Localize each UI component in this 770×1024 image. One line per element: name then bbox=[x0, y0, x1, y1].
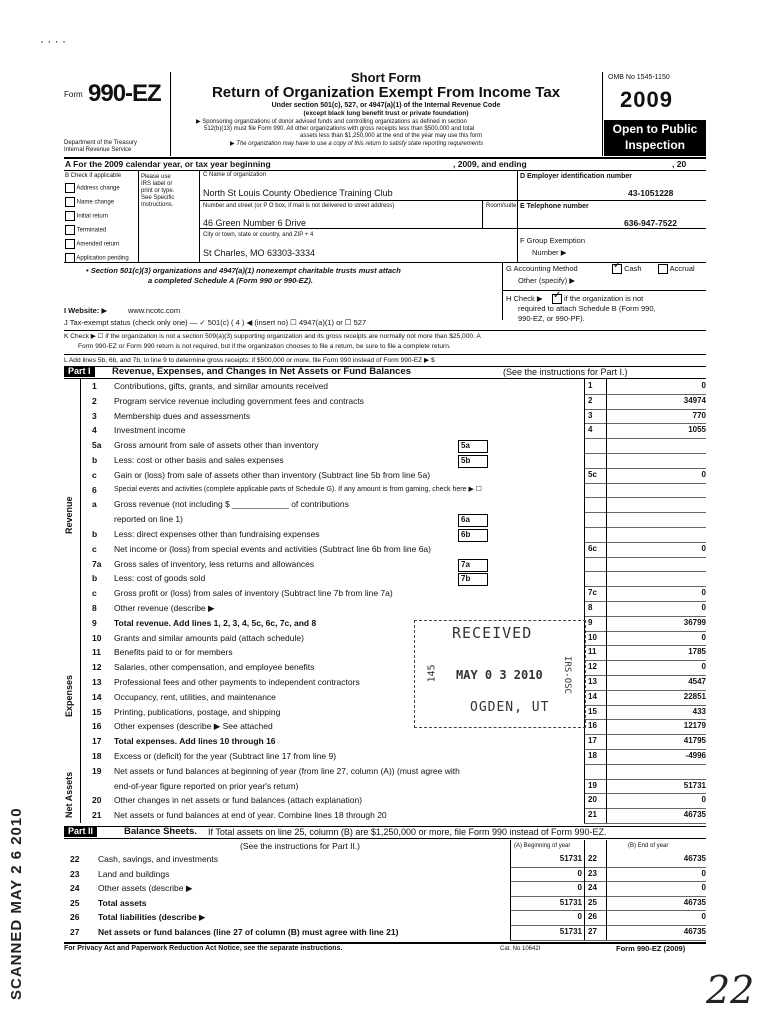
line-number: 26 bbox=[70, 912, 80, 923]
line-number: 23 bbox=[70, 868, 80, 879]
line-number: a bbox=[92, 499, 97, 510]
line-amount[interactable]: 0 bbox=[701, 603, 706, 612]
line-description: Gross sales of inventory, less returns and allowances bbox=[114, 558, 315, 569]
line-description: Professional fees and other payments to independent contractors bbox=[114, 677, 360, 687]
part-2-line bbox=[0, 896, 770, 911]
part-2-title: Balance Sheets. bbox=[124, 826, 197, 837]
inner-box-label: 7b bbox=[458, 573, 488, 586]
line-amount[interactable]: 0 bbox=[701, 588, 706, 598]
part-2-sub: (See the instructions for Part II.) bbox=[240, 841, 360, 851]
group-exemption-number: Number ▶ bbox=[532, 248, 567, 257]
box-label: 23 bbox=[588, 868, 597, 878]
line-description: Other changes in net assets or fund balances (attach explanation) bbox=[114, 795, 363, 806]
line-description: Cash, savings, and investments bbox=[98, 854, 219, 864]
line-description: Salaries, other compensation, and employee benefits bbox=[114, 662, 315, 673]
phone-label: E Telephone number bbox=[520, 203, 589, 210]
line-number: 20 bbox=[92, 795, 102, 806]
line-description: Net assets or fund balances (line 27 of column (B) must agree with line 21) bbox=[98, 927, 399, 937]
line-description: Other assets (describe ▶ bbox=[98, 883, 193, 894]
column-rule bbox=[606, 840, 607, 940]
check-initial-return[interactable]: Initial return bbox=[65, 211, 129, 221]
end-of-year-amount[interactable]: 0 bbox=[701, 868, 706, 878]
line-amount[interactable]: 36799 bbox=[683, 617, 706, 627]
line-number: 25 bbox=[70, 897, 80, 908]
line-number: 1 bbox=[92, 381, 97, 391]
line-description: Net assets or fund balances at beginning of year (from line 27, column (A)) (must agree with bbox=[114, 765, 460, 776]
side-label-expenses: Expenses bbox=[64, 674, 74, 717]
line-description: Less: direct expenses other than fundraising expenses bbox=[114, 529, 320, 539]
line-number: 18 bbox=[92, 751, 102, 761]
line-number: 3 bbox=[92, 410, 97, 421]
col-b-header: (B) End of year bbox=[628, 843, 669, 849]
box-label: 8 bbox=[588, 603, 593, 612]
box-label: 15 bbox=[588, 706, 597, 716]
street-label: Number and street (or P O box, if mail is not delivered to street address) bbox=[203, 203, 395, 209]
part-1-line bbox=[0, 601, 770, 616]
part-1-line bbox=[0, 808, 770, 823]
note-4: ▶ The organization may have to use a copy of this return to satisfy state reporting requirements bbox=[230, 141, 484, 147]
box-label: 18 bbox=[588, 751, 597, 760]
line-description: Program service revenue including government fees and contracts bbox=[114, 395, 364, 406]
form-title: Return of Organization Exempt From Income Tax bbox=[211, 84, 561, 101]
box-label: 21 bbox=[588, 810, 597, 820]
box-label: 7c bbox=[588, 588, 597, 598]
box-label: 5c bbox=[588, 469, 597, 479]
box-label: 13 bbox=[588, 677, 597, 686]
check-h-text-3: 990-EZ, or 990-PF). bbox=[518, 314, 585, 323]
open-public-label: Open to Public bbox=[612, 122, 698, 136]
line-amount[interactable]: 41795 bbox=[683, 736, 706, 746]
part-1-line bbox=[0, 497, 770, 512]
line-description: Investment income bbox=[114, 425, 186, 436]
stamp-irs: IRS-OSC bbox=[561, 656, 572, 694]
check-h-text-2: required to attach Schedule B (Form 990, bbox=[518, 304, 656, 313]
line-number: c bbox=[92, 469, 97, 480]
website-label: I Website: ▶ bbox=[64, 306, 108, 315]
line-number: c bbox=[92, 543, 97, 554]
col-a-header: (A) Beginning of year bbox=[514, 843, 571, 849]
box-label: 24 bbox=[588, 883, 597, 893]
line-number: 11 bbox=[92, 647, 101, 658]
part-1-line bbox=[0, 453, 770, 468]
box-label: 14 bbox=[588, 691, 597, 701]
other-method: Other (specify) ▶ bbox=[518, 276, 576, 285]
part-1-line bbox=[0, 438, 770, 453]
line-description: Gain or (loss) from sale of assets other than inventory (Subtract line 5b from line 5a) bbox=[114, 469, 431, 480]
row-a-end: , 20 bbox=[672, 159, 687, 169]
end-of-year-amount[interactable]: 0 bbox=[701, 883, 706, 893]
line-amount[interactable]: 1055 bbox=[688, 425, 706, 435]
box-label: 27 bbox=[588, 927, 597, 936]
line-amount[interactable]: 433 bbox=[692, 706, 706, 716]
inner-box-label: 5b bbox=[458, 455, 488, 468]
part-2-tag: Part II bbox=[64, 826, 97, 837]
room-label: Room/suite bbox=[486, 203, 517, 209]
box-label: 20 bbox=[588, 795, 597, 805]
line-amount[interactable]: 0 bbox=[701, 662, 706, 672]
check-list bbox=[65, 183, 129, 263]
end-of-year-amount[interactable]: 0 bbox=[701, 912, 706, 922]
note-2: 512(b)(13) must file Form 990. All other organizations with gross receipts less than $500,000 and total bbox=[204, 126, 475, 132]
box-label: 22 bbox=[588, 854, 597, 863]
part-1-line bbox=[0, 468, 770, 483]
beginning-of-year-amount[interactable]: 0 bbox=[577, 868, 582, 878]
line-number: 17 bbox=[92, 736, 102, 747]
box-label: 2 bbox=[588, 395, 593, 405]
line-amount[interactable]: 51731 bbox=[683, 780, 706, 790]
ein-value: 43-1051228 bbox=[628, 188, 674, 198]
line-number: 15 bbox=[92, 706, 102, 717]
line-description: Gross amount from sale of assets other than inventory bbox=[114, 440, 319, 451]
column-rule bbox=[584, 840, 585, 940]
column-rule bbox=[510, 840, 511, 940]
line-amount[interactable]: -4996 bbox=[685, 751, 706, 760]
row-b-label: B Check if applicable bbox=[65, 173, 122, 179]
part-1-title-suffix: (See the instructions for Part I.) bbox=[503, 367, 628, 377]
form-subtitle-1: Under section 501(c), 527, or 4947(a)(1) of the Internal Revenue Code bbox=[271, 102, 501, 109]
part-1-line bbox=[0, 660, 770, 675]
row-a-label: A For the 2009 calendar year, or tax year beginning bbox=[65, 159, 271, 169]
part-1-line bbox=[0, 527, 770, 542]
part-1-line bbox=[0, 616, 770, 631]
check-h-box[interactable]: ✓ bbox=[552, 294, 562, 304]
row-a-mid: , 2009, and ending bbox=[453, 159, 527, 169]
line-description: Gross profit or (loss) from sales of inventory (Subtract line 7b from line 7a) bbox=[114, 588, 393, 599]
line-description: Land and buildings bbox=[98, 868, 170, 879]
check-application-pending[interactable]: Application pending bbox=[65, 253, 129, 263]
website-value[interactable]: www.ncotc.com bbox=[128, 306, 181, 315]
city-state-zip: St Charles, MO 63303-3334 bbox=[203, 248, 316, 258]
line-description: Special events and activities (complete applicable parts of Schedule G). If any amount is from gaming, check here ▶ ☐ bbox=[114, 485, 483, 493]
box-label: 3 bbox=[588, 410, 593, 420]
ein-label: D Employer identification number bbox=[520, 173, 633, 180]
box-label: 26 bbox=[588, 912, 597, 922]
row-l: L Add lines 5b, 6b, and 7b, to line 9 to determine gross receipts; if $500,000 or more, file Form 990 instead of Form 990-EZ ▶ $ bbox=[64, 357, 435, 364]
end-of-year-amount[interactable]: 46735 bbox=[683, 927, 706, 936]
line-number: 19 bbox=[92, 765, 102, 776]
form-footer: Form 990-EZ (2009) bbox=[616, 944, 686, 953]
inner-box-label: 7a bbox=[458, 559, 488, 572]
part-1-line bbox=[0, 690, 770, 705]
check-h-text-1: if the organization is not bbox=[564, 294, 644, 303]
line-number: 16 bbox=[92, 721, 102, 732]
line-number: c bbox=[92, 588, 97, 599]
accrual-checkbox[interactable]: Accrual bbox=[658, 264, 695, 274]
cat-number: Cat. No 10642I bbox=[500, 946, 541, 952]
scan-marks: · · · · bbox=[40, 34, 66, 48]
line-amount[interactable]: 0 bbox=[701, 632, 706, 642]
inspection-label: Inspection bbox=[624, 138, 685, 152]
box-label: 19 bbox=[588, 780, 597, 790]
form-subtitle-2: (except black lung benefit trust or private foundation) bbox=[303, 110, 469, 117]
line-description: Net assets or fund balances at end of year. Combine lines 18 through 20 bbox=[114, 810, 387, 821]
line-number: 9 bbox=[92, 617, 97, 628]
box-label: 12 bbox=[588, 662, 597, 672]
line-description: Excess or (deficit) for the year (Subtract line 17 from line 9) bbox=[114, 751, 337, 761]
section-501-note-2: a completed Schedule A (Form 990 or 990-EZ). bbox=[148, 276, 313, 285]
dept-line1: Department of the Treasury bbox=[64, 140, 138, 146]
line-amount[interactable]: 1785 bbox=[688, 647, 706, 657]
line-number: 10 bbox=[92, 632, 102, 643]
accounting-method-label: G Accounting Method bbox=[506, 264, 578, 273]
part-1-line bbox=[0, 779, 770, 794]
city-label: City or town, state or country, and ZIP + 4 bbox=[203, 232, 314, 238]
part-2-title-rest: If Total assets on line 25, column (B) are $1,250,000 or more, file Form 990 instead of Form 990-EZ. bbox=[208, 827, 607, 837]
rule bbox=[584, 823, 706, 824]
line-number: 14 bbox=[92, 691, 102, 702]
beginning-of-year-amount[interactable]: 51731 bbox=[559, 927, 582, 936]
column-rule bbox=[584, 379, 585, 823]
line-description: Less: cost of goods sold bbox=[114, 573, 206, 584]
part-1-title: Revenue, Expenses, and Changes in Net Assets or Fund Balances bbox=[112, 366, 411, 377]
part-1-line bbox=[0, 571, 770, 586]
line-number: 4 bbox=[92, 425, 97, 436]
box-label: 9 bbox=[588, 617, 593, 627]
part-2-line bbox=[0, 852, 770, 867]
part-1-line bbox=[0, 793, 770, 808]
check-terminated[interactable]: Terminated bbox=[65, 225, 129, 235]
row-k-line-2: Form 990-EZ or Form 990 return is not required, but if the organization chooses to file a return, be sure to file a complete return. bbox=[78, 343, 451, 350]
line-description: Other expenses (describe ▶ See attached bbox=[114, 721, 273, 732]
part-1-line bbox=[0, 379, 770, 394]
line-number: 6 bbox=[92, 484, 97, 495]
inner-box-label: 5a bbox=[458, 440, 488, 453]
line-number: 24 bbox=[70, 883, 80, 894]
org-name-label: C Name of organization bbox=[203, 172, 267, 178]
line-number: 5a bbox=[92, 440, 102, 451]
line-description: Gross revenue (not including $ ____________ of contributions bbox=[114, 499, 349, 510]
line-amount[interactable]: 34974 bbox=[683, 395, 706, 405]
line-description: Contributions, gifts, grants, and similar amounts received bbox=[114, 381, 329, 391]
line-description: Printing, publications, postage, and shipping bbox=[114, 706, 281, 717]
please-use-label: Please use IRS label or print or type. See Specific Instructions. bbox=[141, 174, 175, 208]
line-description: Less: cost or other basis and sales expenses bbox=[114, 455, 284, 465]
box-label: 10 bbox=[588, 632, 597, 642]
line-description: Benefits paid to or for members bbox=[114, 647, 233, 658]
line-number: 8 bbox=[92, 603, 97, 613]
street-address: 46 Green Number 6 Drive bbox=[203, 218, 307, 228]
part-2-line bbox=[0, 925, 770, 940]
end-of-year-amount[interactable]: 46735 bbox=[683, 897, 706, 907]
line-number: 13 bbox=[92, 677, 102, 687]
section-501-note-1: • Section 501(c)(3) organizations and 4947(a)(1) nonexempt charitable trusts must attach bbox=[86, 266, 401, 275]
dept-line2: Internal Revenue Service bbox=[64, 147, 132, 153]
received-date: MAY 0 3 2010 bbox=[456, 668, 543, 682]
side-rule bbox=[80, 379, 81, 823]
line-number: 2 bbox=[92, 395, 97, 406]
line-amount[interactable]: 0 bbox=[701, 795, 706, 805]
part-2-line bbox=[0, 881, 770, 896]
box-label: 16 bbox=[588, 721, 597, 731]
beginning-of-year-amount[interactable]: 51731 bbox=[559, 854, 582, 863]
part-1-line bbox=[0, 586, 770, 601]
part-1-line bbox=[0, 409, 770, 424]
row-k-line-1: K Check ▶ ☐ if the organization is not a section 509(a)(3) supporting organization and its gross receipts are normally not more than $25,000. A bbox=[64, 333, 481, 340]
scanned-stamp: SCANNED MAY 2 6 2010 bbox=[8, 807, 25, 1000]
beginning-of-year-amount[interactable]: 51731 bbox=[559, 897, 582, 907]
line-description: end-of-year figure reported on prior year's return) bbox=[114, 780, 299, 791]
line-description: Other revenue (describe ▶ bbox=[114, 603, 215, 613]
group-exemption-label: F Group Exemption bbox=[520, 236, 586, 245]
handwritten-page-number: 22 bbox=[706, 968, 755, 1012]
line-number: b bbox=[92, 573, 98, 584]
privacy-notice: For Privacy Act and Paperwork Reduction Act Notice, see the separate instructions. bbox=[64, 945, 343, 952]
note-1: ▶ Sponsoring organizations of donor advised funds and controlling organizations as defined in section bbox=[196, 119, 467, 125]
box-label: 6c bbox=[588, 543, 597, 553]
part-1-line bbox=[0, 394, 770, 409]
beginning-of-year-amount[interactable]: 0 bbox=[577, 912, 582, 922]
part-1-line bbox=[0, 645, 770, 660]
line-amount[interactable]: 0 bbox=[701, 543, 706, 553]
line-amount[interactable]: 770 bbox=[692, 410, 706, 420]
check-name-change[interactable]: Name change bbox=[65, 197, 129, 207]
part-2-line bbox=[0, 910, 770, 925]
column-rule bbox=[606, 379, 607, 823]
received-ogden: OGDEN, UT bbox=[470, 700, 550, 715]
line-amount[interactable]: 0 bbox=[701, 469, 706, 479]
part-1-line bbox=[0, 483, 770, 498]
line-number: b bbox=[92, 529, 98, 539]
box-label: 17 bbox=[588, 736, 597, 746]
end-of-year-amount[interactable]: 46735 bbox=[683, 854, 706, 863]
side-label-revenue: Revenue bbox=[64, 496, 74, 534]
line-amount[interactable]: 0 bbox=[701, 381, 706, 390]
part-1-line bbox=[0, 423, 770, 438]
line-number: 12 bbox=[92, 662, 102, 673]
beginning-of-year-amount[interactable]: 0 bbox=[577, 883, 582, 893]
part-1-line bbox=[0, 719, 770, 734]
box-label: 11 bbox=[588, 647, 597, 657]
note-3: assets less than $1,250,000 at the end of the year may use this form bbox=[300, 133, 483, 139]
check-address-change[interactable]: Address change bbox=[65, 183, 129, 193]
line-description: Total assets bbox=[98, 897, 147, 908]
short-form-label: Short Form bbox=[350, 70, 422, 85]
part-1-line bbox=[0, 675, 770, 690]
line-amount[interactable]: 4547 bbox=[688, 677, 706, 686]
part-1-line bbox=[0, 734, 770, 749]
tax-exempt-status: J Tax-exempt status (check only one) — ✓ 501(c) ( 4 ) ◀ (insert no) ☐ 4947(a)(1) or ☐ 527 bbox=[64, 318, 367, 327]
line-number: b bbox=[92, 455, 98, 465]
box-label: 25 bbox=[588, 897, 597, 907]
stamp-code: 145 bbox=[426, 664, 438, 683]
tax-year: 2009 bbox=[620, 87, 673, 112]
omb-number: OMB No 1545-1150 bbox=[608, 74, 670, 81]
line-amount[interactable]: 22851 bbox=[683, 691, 706, 701]
line-description: Total revenue. Add lines 1, 2, 3, 4, 5c, 6c, 7c, and 8 bbox=[114, 617, 317, 628]
part-1-tag: Part I bbox=[64, 366, 95, 377]
part-1-line bbox=[0, 705, 770, 720]
box-label: 4 bbox=[588, 425, 593, 435]
part-1-line bbox=[0, 749, 770, 764]
box-label: 1 bbox=[588, 381, 593, 390]
part-2-line bbox=[0, 867, 770, 882]
cash-checkbox[interactable]: ✓ Cash bbox=[613, 260, 642, 273]
line-description: Occupancy, rent, utilities, and maintenance bbox=[114, 691, 276, 702]
received-text: RECEIVED bbox=[452, 624, 533, 642]
inner-box-label: 6a bbox=[458, 514, 488, 527]
org-name: North St Louis County Obedience Training Club bbox=[203, 188, 393, 198]
line-description: Grants and similar amounts paid (attach schedule) bbox=[114, 632, 304, 643]
side-label-net-assets: Net Assets bbox=[64, 771, 74, 818]
form-label: Form bbox=[64, 90, 83, 99]
line-description: Total liabilities (describe ▶ bbox=[98, 912, 206, 923]
line-number: 27 bbox=[70, 927, 80, 937]
line-description: Net income or (loss) from special events and activities (Subtract line 6b from line 6a) bbox=[114, 543, 431, 554]
part-1-line bbox=[0, 512, 770, 527]
part-1-line bbox=[0, 631, 770, 646]
form-number: 990-EZ bbox=[88, 80, 161, 107]
check-h-label: H Check ▶ bbox=[506, 294, 543, 303]
line-number: 7a bbox=[92, 558, 102, 569]
part-1-line bbox=[0, 542, 770, 557]
part-1-line bbox=[0, 557, 770, 572]
inner-box-label: 6b bbox=[458, 529, 488, 542]
line-amount[interactable]: 12179 bbox=[683, 721, 706, 731]
line-description: reported on line 1) bbox=[114, 514, 183, 525]
part-1-line bbox=[0, 764, 770, 779]
line-number: 21 bbox=[92, 810, 102, 821]
line-number: 22 bbox=[70, 854, 80, 864]
phone-value: 636-947-7522 bbox=[624, 218, 677, 228]
rule bbox=[510, 940, 706, 941]
line-description: Membership dues and assessments bbox=[114, 410, 251, 421]
line-amount[interactable]: 46735 bbox=[683, 810, 706, 820]
check-amended-return[interactable]: Amended return bbox=[65, 239, 129, 249]
line-description: Total expenses. Add lines 10 through 16 bbox=[114, 736, 276, 747]
